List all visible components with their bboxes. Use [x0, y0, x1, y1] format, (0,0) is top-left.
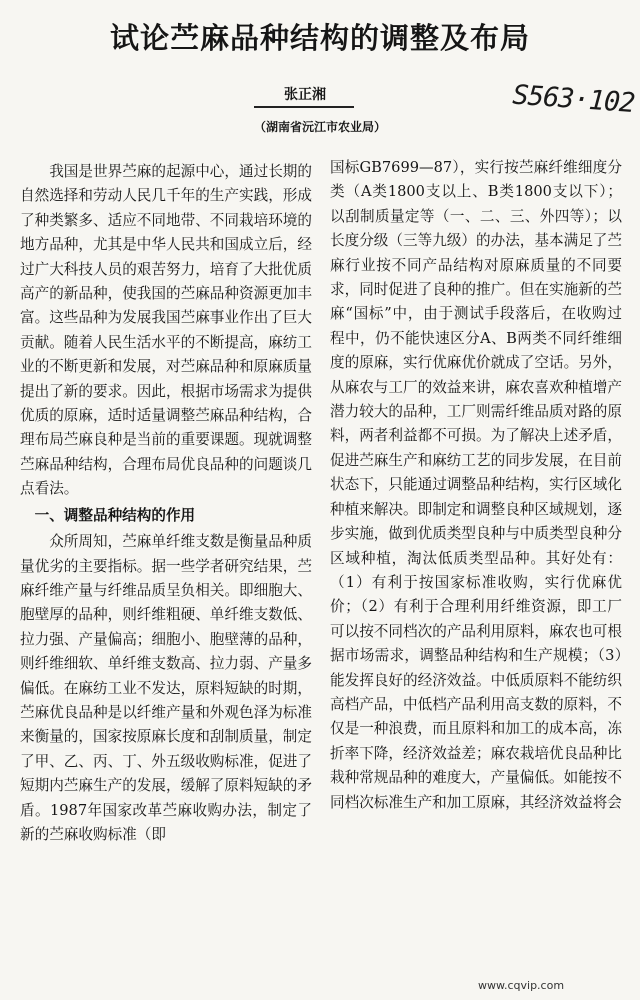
handwritten-classification-note: S563·102	[511, 79, 636, 120]
article-author: 张正湘	[284, 87, 326, 103]
intro-paragraph: 我国是世界苎麻的起源中心，通过长期的自然选择和劳动人民几千年的生产实践，形成了种类繁多、适应不同地带、不同栽培环境的地方品种，尤其是中华人民共和国成立后，经过广大科技人员的艰苦努力，培育了大批优质高产的新品种，使我国的苎麻品种资源更加丰富。这些品种为发展我国苎麻事业作出了巨大贡献。随着人民生活水平的不断提高，麻纺工业的不断更新和发展，对苎麻品种和原麻质量提出了新的要求。因此，根据市场需求为提供优质的原麻，适时适量调整苎麻品种结构，合理布局苎麻良种是当前的重要课题。现就调整苎麻品种结构，合理布局优良品种的问题谈几点看法。	[20, 163, 312, 498]
author-underline	[254, 106, 354, 108]
article-title: 试论苎麻品种结构的调整及布局	[109, 21, 530, 55]
right-column	[330, 156, 622, 815]
footer-watermark: www.cqvip.com	[478, 979, 565, 992]
author-affiliation: （湖南省沅江市农业局）	[253, 120, 386, 134]
section-heading: 一、调整品种结构的作用	[34, 506, 196, 524]
section-paragraph: 众所周知，苎麻单纤维支数是衡量品种质量优劣的主要指标。据一些学者研究结果，苎麻纤维产量与纤维品质呈负相关。即细胞大、胞壁厚的品种，则纤维粗硬、单纤维支数低、拉力强、产量偏高；细胞小、胞壁薄的品种，则纤维细软、单纤维支数高、拉力弱、产量多偏低。在麻纺工业不发达，原料短缺的时期，苎麻优良品种是以纤维产量和外观色泽为标准来衡量的，国家按原麻长度和刮制质量，制定了甲、乙、丙、丁、外五级收购标准，促进了短期内苎麻生产的发展，缓解了原料短缺的矛盾。1987年国家改革苎麻收购办法，制定了新的苎麻收购标准（即	[20, 533, 312, 843]
continued-paragraph: 国标GB7699—87），实行按苎麻纤维细度分类（A类1800支以上、B类1800支以下）；以刮制质量定等（一、二、三、外四等）；以长度分级（三等九级）的办法，基本满足了苎麻行业按不同产品结构对原麻质量的不同要求，同时促进了良种的推广。但在实施新的苎麻“国标”中，由于测试手段落后，在收购过程中，仍不能快速区分A、B两类不同纤维细度的原麻，实行优麻优价就成了空话。另外，从麻农与工厂的效益来讲，麻农喜欢种植增产潜力较大的品种，工厂则需纤维品质对路的原料，两者利益都不可损。为了解决上述矛盾，促进苎麻生产和麻纺工艺的同步发展，在目前状态下，只能通过调整品种结构，实行区域化种植来解决。即制定和调整良种区域规划，逐步实施，做到优质类型良种与中质类型良种分区域种植，淘汰低质类型品种。其好处有：（1）有利于按国家标准收购，实行优麻优价；（2）有利于合理利用纤维资源，即工厂可以按不同档次的产品利用原料，麻农也可根据市场需求，调整品种结构和生产规模；（3）能发挥良好的经济效益。中低质原料不能纺织高档产品，中低档产品利用高支数的原料，不仅是一种浪费，而且原料和加工的成本高，冻折率下降，经济效益差；麻农栽培优良品种比栽种常规品种的难度大，产量偏低。如能按不同档次标准生产和加工原麻，其经济效益将会	[330, 159, 622, 811]
left-column	[20, 160, 312, 847]
